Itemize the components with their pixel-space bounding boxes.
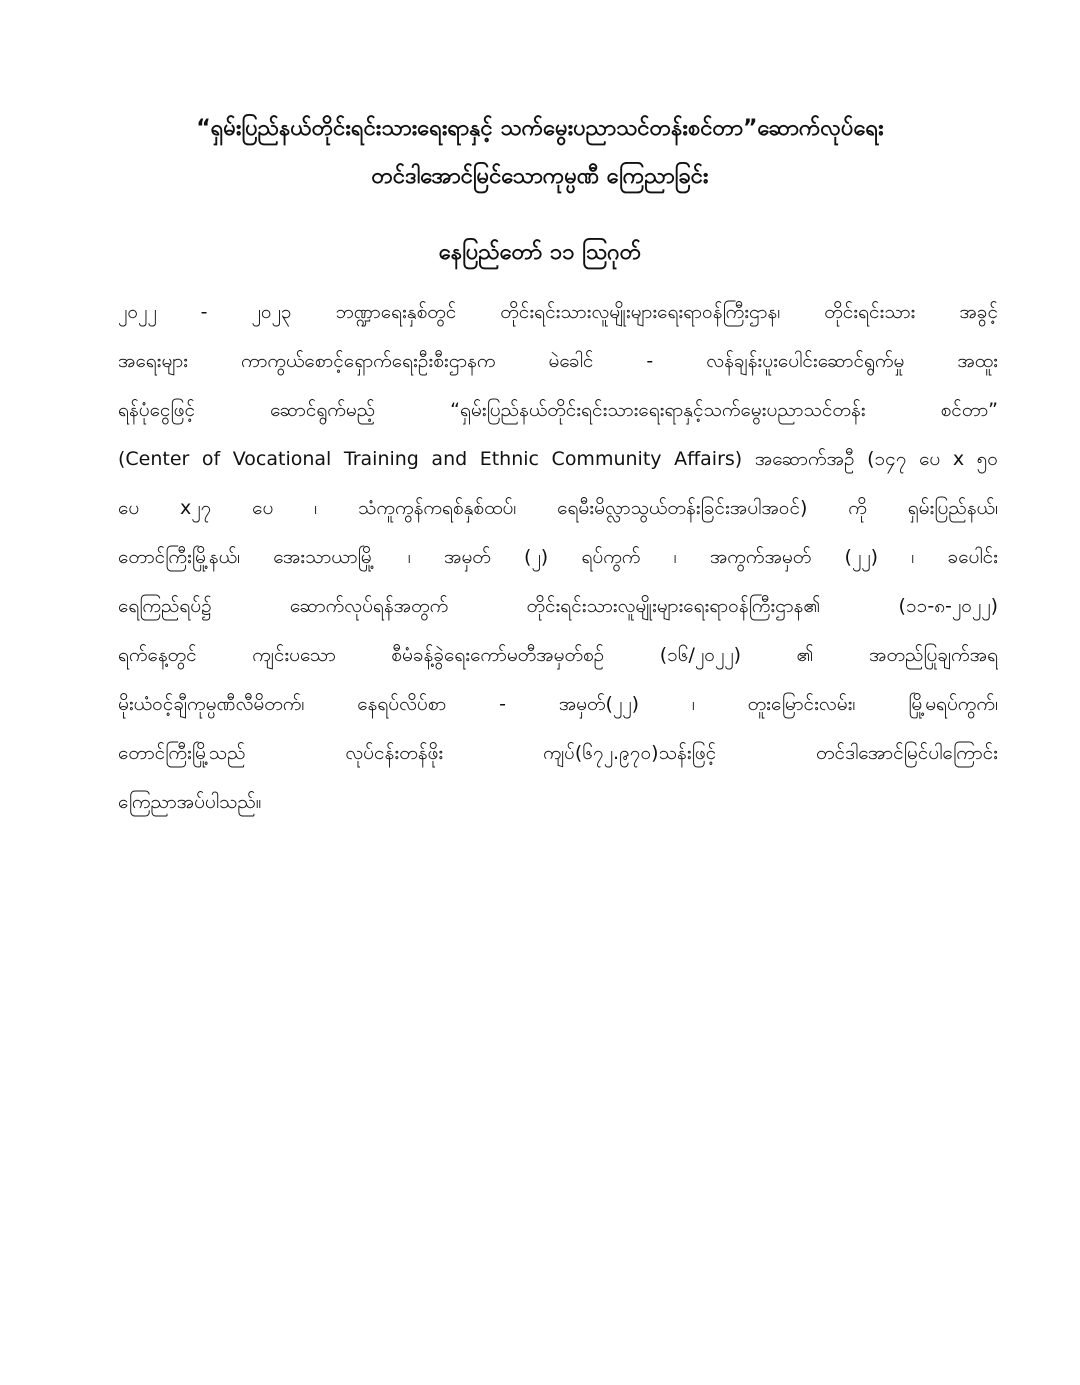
announcement-body <box>118 288 998 827</box>
title-line: တင်ဒါအောင်မြင်သောကုမ္ပဏီ ကြေညာခြင်း <box>371 164 709 189</box>
body-line: အရေးများ ကာကွယ်စောင့်ရှောက်ရေးဦးစီးဌာနက မဲခေါင် - လန်ချန်းပူးပေါင်းဆောင်ရွက်မှု အထူး <box>118 350 998 372</box>
document-title <box>60 105 1020 201</box>
body-line: ၂၀၂၂ - ၂၀၂၃ ဘဏ္ဍာရေးနှစ်တွင် တိုင်းရင်းသားလူမျိုးများရေးရာဝန်ကြီးဌာန၊ တိုင်းရင်းသား အခွင့် <box>118 301 998 323</box>
body-line: မိုးယံဝင့်ချီကုမ္ပဏီလီမိတက်၊ နေရပ်လိပ်စာ - အမှတ်(၂၂) ၊ တူးမြောင်းလမ်း၊ မြို့မရပ်ကွက်၊ <box>118 693 998 715</box>
body-line: တောင်ကြီးမြို့နယ်၊ အေးသာယာမြို့ ၊ အမှတ် (၂) ရပ်ကွက် ၊ အကွက်အမှတ် (၂၂) ၊ ခပေါင်း <box>118 546 998 568</box>
body-line: ပေ x၂၇ ပေ ၊ သံကူကွန်ကရစ်နှစ်ထပ်၊ ရေမီးမိလ္လာသွယ်တန်းခြင်းအပါအဝင်) ကို ရှမ်းပြည်နယ်၊ <box>118 497 998 519</box>
body-line: (Center of Vocational Training and Ethnic Community Affairs) အဆောက်အဦ (၁၄၇ ပေ x ၅၀ <box>118 448 998 470</box>
body-line: တောင်ကြီးမြို့သည် လုပ်ငန်းတန်ဖိုး ကျပ်(၆၇၂.၉၇၀)သန်းဖြင့် တင်ဒါအောင်မြင်ပါကြောင်း <box>118 742 998 764</box>
dateline: နေပြည်တော် ၁၁ ဩဂုတ် <box>438 240 642 265</box>
body-line: ကြေညာအပ်ပါသည်။ <box>118 791 262 813</box>
title-line: “ရှမ်းပြည်နယ်တိုင်းရင်းသားရေးရာနှင့် သက်မွေးပညာသင်တန်းစင်တာ”ဆောက်လုပ်ရေး <box>196 116 884 141</box>
body-line: ရက်နေ့တွင် ကျင်းပသော စီမံခန့်ခွဲရေးကော်မတီအမှတ်စဉ် (၁၆/၂၀၂၂) ၏ အတည်ပြုချက်အရ <box>118 644 998 666</box>
body-line: ရန်ပုံငွေဖြင့် ဆောင်ရွက်မည့် “ရှမ်းပြည်နယ်တိုင်းရင်းသားရေးရာနှင့်သက်မွေးပညာသင်တန်း စင်တာ” <box>118 399 998 421</box>
body-line: ရေကြည်ရပ်၌ ဆောက်လုပ်ရန်အတွက် တိုင်းရင်းသားလူမျိုးများရေးရာဝန်ကြီးဌာန၏ (၁၁-၈-၂၀၂၂) <box>118 595 998 617</box>
